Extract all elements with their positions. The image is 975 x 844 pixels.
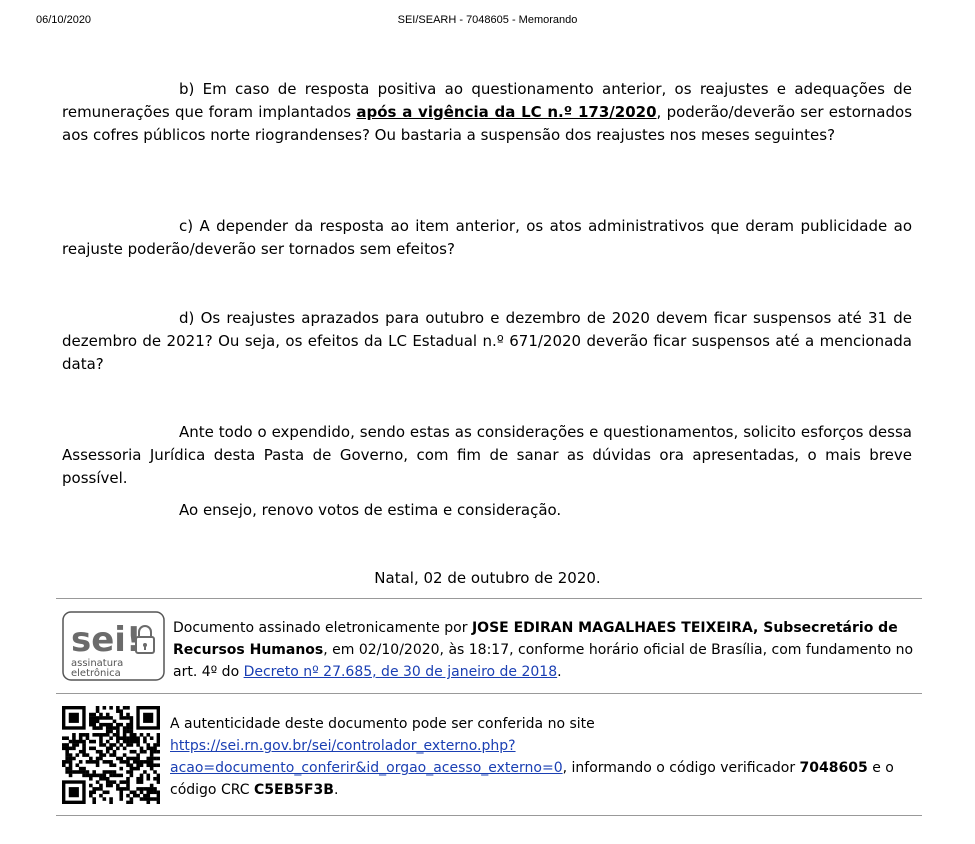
paragraph-b [62, 78, 912, 147]
sei-logo-caption-1: assinatura [71, 658, 124, 669]
verification-mid2: e o código CRC [170, 760, 894, 798]
divider-middle [56, 693, 922, 694]
signer-role: Subsecretário de Recursos Humanos [173, 620, 898, 658]
signature-text [173, 617, 918, 683]
signature-end: . [557, 664, 562, 680]
paragraph-c: c) A depender da resposta ao item anterior, os atos administrativos que deram publicidade ao reajuste poderão/deverão ser tornados sem efeitos? [62, 217, 912, 258]
header-date: 06/10/2020 [36, 14, 92, 26]
paragraph-b-pre: b) Em caso de resposta positiva ao questionamento anterior, os reajustes e adequações de remunerações que foram implantados [62, 80, 912, 121]
signer-name: JOSE EDIRAN MAGALHAES TEIXEIRA [471, 620, 754, 636]
signature-mid: , em 02/10/2020, às 18:17, conforme horário oficial de Brasília, com fundamento no art. 4º do [173, 642, 914, 680]
sei-signature-logo [62, 611, 165, 681]
sei-logo-caption-2: eletrônica [71, 668, 121, 679]
paragraph-closing-request: Ante todo o expendido, sendo estas as considerações e questionamentos, solicito esforços dessa Assessoria Jurídica desta Pasta de Governo, com fim de sanar as dúvidas ora apresentadas, o mais breve possível. [62, 423, 912, 487]
verification-link-line2[interactable]: acao=documento_conferir&id_orgao_acesso_externo=0 [170, 760, 563, 776]
paragraph-d: d) Os reajustes aprazados para outubro e dezembro de 2020 devem ficar suspensos até 31 de dezembro de 2021? Ou seja, os efeitos da LC Estadual n.º 671/2020 deverão ficar suspensos até a mencionada data? [62, 309, 912, 373]
paragraph-b-underlined: após a vigência da LC n.º 173/2020 [356, 103, 657, 121]
divider-bottom [56, 815, 922, 816]
verification-text [170, 713, 920, 801]
verification-crc: C5EB5F3B [253, 782, 334, 798]
decree-link[interactable]: Decreto nº 27.685, de 30 de janeiro de 2018 [243, 664, 558, 680]
divider-top [56, 598, 922, 599]
signature-sep: , [753, 620, 764, 636]
paragraph-b-post: , poderão/deverão ser estornados aos cofres públicos norte riograndenses? Ou bastaria a suspensão dos reajustes nos meses seguintes? [62, 103, 913, 144]
verification-mid: , informando o código verificador [562, 760, 800, 776]
verification-code: 7048605 [799, 760, 868, 776]
header-title: SEI/SEARH - 7048605 - Memorando [397, 14, 578, 26]
place-date: Natal, 02 de outubro de 2020. [374, 569, 601, 587]
paragraph-regards: Ao ensejo, renovo votos de estima e consideração. [179, 501, 562, 519]
verification-pre: A autenticidade deste documento pode ser conferida no site [170, 716, 595, 732]
signature-pre: Documento assinado eletronicamente por [173, 620, 472, 636]
qr-code-icon [62, 706, 160, 804]
sei-logo-text: sei! [71, 620, 142, 660]
verification-end: . [333, 782, 339, 798]
verification-link-line1[interactable]: https://sei.rn.gov.br/sei/controlador_externo.php? [170, 738, 516, 754]
